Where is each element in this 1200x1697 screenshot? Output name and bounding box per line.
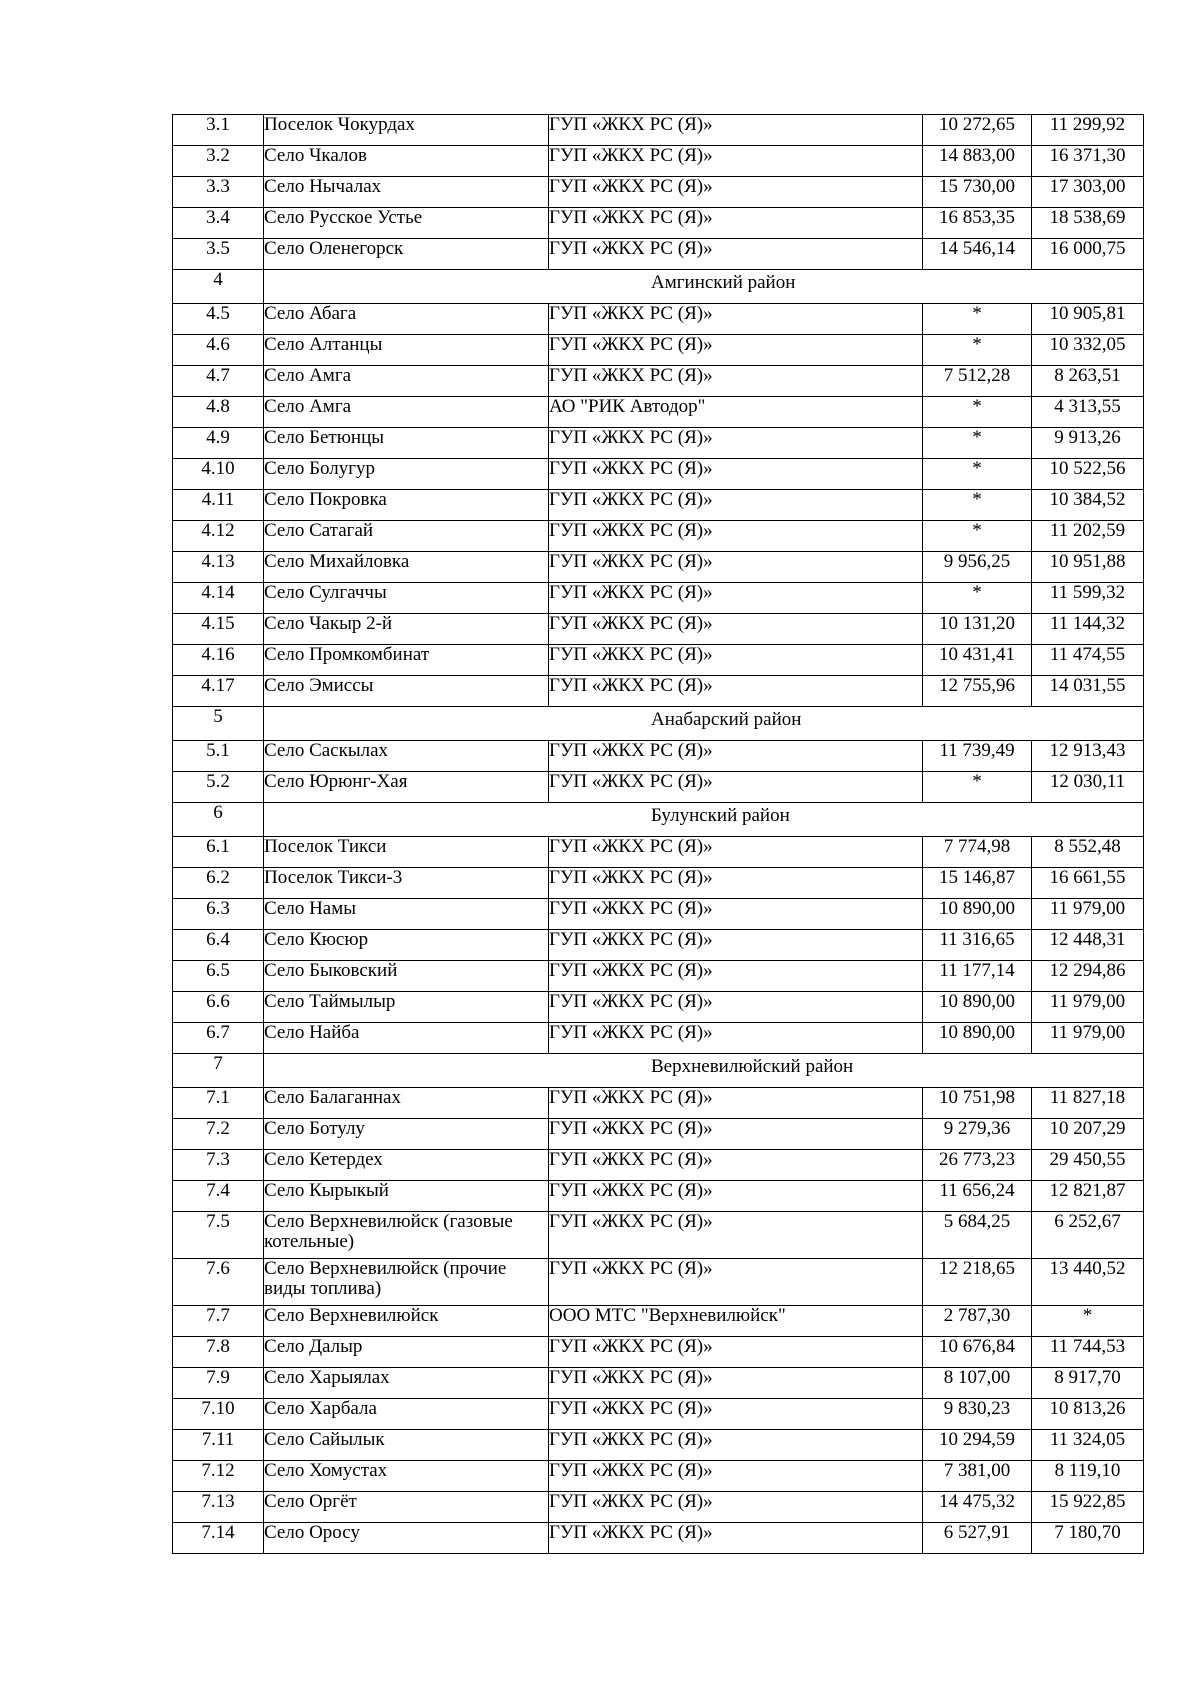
tariff-value-1: 5 684,25	[923, 1212, 1032, 1259]
tariff-value-1: 11 316,65	[923, 930, 1032, 961]
row-number: 7.13	[173, 1492, 264, 1523]
table-row	[173, 115, 1144, 146]
tariff-value-1: *	[923, 583, 1032, 614]
row-number: 7.1	[173, 1088, 264, 1119]
row-number: 4.10	[173, 459, 264, 490]
row-number: 7.7	[173, 1306, 264, 1337]
settlement-name: Село Найба	[264, 1023, 549, 1054]
organization-name: ГУП «ЖКХ РС (Я)»	[549, 772, 923, 803]
tariff-value-1: 10 890,00	[923, 992, 1032, 1023]
row-number: 6.4	[173, 930, 264, 961]
organization-name: ГУП «ЖКХ РС (Я)»	[549, 177, 923, 208]
tariff-value-1: 10 751,98	[923, 1088, 1032, 1119]
tariff-value-2: 11 979,00	[1032, 1023, 1144, 1054]
tariff-value-1: 7 512,28	[923, 366, 1032, 397]
tariff-value-2: 15 922,85	[1032, 1492, 1144, 1523]
tariff-value-2: 16 371,30	[1032, 146, 1144, 177]
tariff-value-2: 16 000,75	[1032, 239, 1144, 270]
tariff-value-2: 10 522,56	[1032, 459, 1144, 490]
organization-name: ГУП «ЖКХ РС (Я)»	[549, 490, 923, 521]
row-number: 6.7	[173, 1023, 264, 1054]
table-row	[173, 335, 1144, 366]
tariff-value-2: 11 979,00	[1032, 899, 1144, 930]
row-number: 6.1	[173, 837, 264, 868]
table-row	[173, 772, 1144, 803]
row-number: 5.2	[173, 772, 264, 803]
organization-name: ГУП «ЖКХ РС (Я)»	[549, 992, 923, 1023]
table-row	[173, 208, 1144, 239]
section-header-row	[173, 1054, 1144, 1088]
table-row	[173, 868, 1144, 899]
tariff-value-2: 14 031,55	[1032, 676, 1144, 707]
settlement-name: Село Быковский	[264, 961, 549, 992]
tariff-value-1: 11 739,49	[923, 741, 1032, 772]
tariff-value-1: 10 272,65	[923, 115, 1032, 146]
table-row	[173, 1430, 1144, 1461]
table-row	[173, 1492, 1144, 1523]
tariff-value-2: 11 979,00	[1032, 992, 1144, 1023]
organization-name: ГУП «ЖКХ РС (Я)»	[549, 1523, 923, 1554]
tariff-value-1: 12 218,65	[923, 1259, 1032, 1306]
table-row	[173, 961, 1144, 992]
tariff-value-1: *	[923, 304, 1032, 335]
row-number: 7.12	[173, 1461, 264, 1492]
row-number: 4.12	[173, 521, 264, 552]
tariff-value-2: 12 821,87	[1032, 1181, 1144, 1212]
settlement-name: Село Оросу	[264, 1523, 549, 1554]
organization-name: ГУП «ЖКХ РС (Я)»	[549, 961, 923, 992]
settlement-name: Село Бетюнцы	[264, 428, 549, 459]
organization-name: ГУП «ЖКХ РС (Я)»	[549, 676, 923, 707]
tariff-value-1: 11 656,24	[923, 1181, 1032, 1212]
tariff-value-2: 11 299,92	[1032, 115, 1144, 146]
row-number: 5.1	[173, 741, 264, 772]
tariff-value-2: 18 538,69	[1032, 208, 1144, 239]
table-row	[173, 1306, 1144, 1337]
tariff-value-1: 10 890,00	[923, 1023, 1032, 1054]
organization-name: ГУП «ЖКХ РС (Я)»	[549, 521, 923, 552]
organization-name: ГУП «ЖКХ РС (Я)»	[549, 1150, 923, 1181]
section-title: Анабарский район	[264, 707, 1144, 741]
section-header-row	[173, 803, 1144, 837]
table-row	[173, 614, 1144, 645]
settlement-name: Село Оргёт	[264, 1492, 549, 1523]
table-row	[173, 583, 1144, 614]
tariff-value-1: 14 546,14	[923, 239, 1032, 270]
tariff-value-2: 12 030,11	[1032, 772, 1144, 803]
organization-name: ГУП «ЖКХ РС (Я)»	[549, 614, 923, 645]
tariff-value-2: 11 324,05	[1032, 1430, 1144, 1461]
table-row	[173, 1119, 1144, 1150]
row-number: 4.11	[173, 490, 264, 521]
row-number: 7.4	[173, 1181, 264, 1212]
tariff-value-2: 4 313,55	[1032, 397, 1144, 428]
row-number: 7.5	[173, 1212, 264, 1259]
table-row	[173, 366, 1144, 397]
tariff-value-1: 10 890,00	[923, 899, 1032, 930]
organization-name: ГУП «ЖКХ РС (Я)»	[549, 868, 923, 899]
settlement-name: Село Алтанцы	[264, 335, 549, 366]
settlement-name: Село Юрюнг-Хая	[264, 772, 549, 803]
organization-name: ГУП «ЖКХ РС (Я)»	[549, 115, 923, 146]
tariff-value-2: 11 744,53	[1032, 1337, 1144, 1368]
section-number: 5	[173, 707, 264, 741]
table-row	[173, 1461, 1144, 1492]
row-number: 7.8	[173, 1337, 264, 1368]
table-row	[173, 837, 1144, 868]
row-number: 7.9	[173, 1368, 264, 1399]
settlement-name: Село Эмиссы	[264, 676, 549, 707]
tariff-value-2: 16 661,55	[1032, 868, 1144, 899]
organization-name: ГУП «ЖКХ РС (Я)»	[549, 1461, 923, 1492]
settlement-name: Село Верхневилюйск (прочие виды топлива)	[264, 1259, 549, 1306]
tariff-value-1: 15 730,00	[923, 177, 1032, 208]
table-row	[173, 1212, 1144, 1259]
tariff-value-1: 11 177,14	[923, 961, 1032, 992]
settlement-name: Село Оленегорск	[264, 239, 549, 270]
tariff-value-2: 29 450,55	[1032, 1150, 1144, 1181]
organization-name: ГУП «ЖКХ РС (Я)»	[549, 1181, 923, 1212]
row-number: 7.6	[173, 1259, 264, 1306]
table-row	[173, 552, 1144, 583]
table-row	[173, 239, 1144, 270]
tariff-value-2: 8 263,51	[1032, 366, 1144, 397]
table-row	[173, 521, 1144, 552]
organization-name: ГУП «ЖКХ РС (Я)»	[549, 1088, 923, 1119]
tariff-value-2: 8 552,48	[1032, 837, 1144, 868]
organization-name: ГУП «ЖКХ РС (Я)»	[549, 837, 923, 868]
table-row	[173, 1259, 1144, 1306]
row-number: 3.2	[173, 146, 264, 177]
section-title: Булунский район	[264, 803, 1144, 837]
organization-name: ГУП «ЖКХ РС (Я)»	[549, 335, 923, 366]
settlement-name: Село Чакыр 2-й	[264, 614, 549, 645]
settlement-name: Село Абага	[264, 304, 549, 335]
settlement-name: Село Чкалов	[264, 146, 549, 177]
settlement-name: Село Верхневилюйск	[264, 1306, 549, 1337]
settlement-name: Поселок Чокурдах	[264, 115, 549, 146]
row-number: 3.3	[173, 177, 264, 208]
organization-name: ООО МТС "Верхневилюйск"	[549, 1306, 923, 1337]
row-number: 4.5	[173, 304, 264, 335]
row-number: 4.8	[173, 397, 264, 428]
tariff-value-2: 10 384,52	[1032, 490, 1144, 521]
organization-name: ГУП «ЖКХ РС (Я)»	[549, 208, 923, 239]
organization-name: ГУП «ЖКХ РС (Я)»	[549, 1119, 923, 1150]
tariff-value-1: 10 676,84	[923, 1337, 1032, 1368]
table-row	[173, 1368, 1144, 1399]
table-row	[173, 1023, 1144, 1054]
settlement-name: Село Покровка	[264, 490, 549, 521]
tariff-value-2: 10 951,88	[1032, 552, 1144, 583]
tariff-value-2: 12 448,31	[1032, 930, 1144, 961]
row-number: 7.11	[173, 1430, 264, 1461]
table-row	[173, 992, 1144, 1023]
section-number: 7	[173, 1054, 264, 1088]
tariff-table	[172, 114, 1144, 1554]
settlement-name: Село Далыр	[264, 1337, 549, 1368]
tariff-value-2: *	[1032, 1306, 1144, 1337]
table-row	[173, 490, 1144, 521]
row-number: 7.14	[173, 1523, 264, 1554]
settlement-name: Село Харбала	[264, 1399, 549, 1430]
settlement-name: Село Верхневилюйск (газовые котельные)	[264, 1212, 549, 1259]
row-number: 6.5	[173, 961, 264, 992]
settlement-name: Село Ботулу	[264, 1119, 549, 1150]
tariff-value-1: 16 853,35	[923, 208, 1032, 239]
organization-name: ГУП «ЖКХ РС (Я)»	[549, 239, 923, 270]
tariff-table-body	[173, 115, 1144, 1554]
settlement-name: Село Амга	[264, 366, 549, 397]
tariff-value-1: 14 475,32	[923, 1492, 1032, 1523]
section-title: Верхневилюйский район	[264, 1054, 1144, 1088]
tariff-value-1: 8 107,00	[923, 1368, 1032, 1399]
organization-name: ГУП «ЖКХ РС (Я)»	[549, 741, 923, 772]
row-number: 3.1	[173, 115, 264, 146]
table-row	[173, 146, 1144, 177]
tariff-value-1: *	[923, 397, 1032, 428]
settlement-name: Село Харыялах	[264, 1368, 549, 1399]
row-number: 4.16	[173, 645, 264, 676]
table-row	[173, 741, 1144, 772]
tariff-value-2: 10 207,29	[1032, 1119, 1144, 1150]
organization-name: ГУП «ЖКХ РС (Я)»	[549, 645, 923, 676]
tariff-value-2: 11 144,32	[1032, 614, 1144, 645]
row-number: 6.3	[173, 899, 264, 930]
organization-name: ГУП «ЖКХ РС (Я)»	[549, 366, 923, 397]
tariff-value-2: 10 905,81	[1032, 304, 1144, 335]
table-row	[173, 1150, 1144, 1181]
table-row	[173, 459, 1144, 490]
tariff-value-1: 10 294,59	[923, 1430, 1032, 1461]
row-number: 4.13	[173, 552, 264, 583]
tariff-value-1: 10 131,20	[923, 614, 1032, 645]
table-row	[173, 397, 1144, 428]
tariff-value-1: 7 381,00	[923, 1461, 1032, 1492]
tariff-value-1: 26 773,23	[923, 1150, 1032, 1181]
row-number: 4.15	[173, 614, 264, 645]
organization-name: ГУП «ЖКХ РС (Я)»	[549, 899, 923, 930]
section-number: 4	[173, 270, 264, 304]
tariff-value-1: *	[923, 772, 1032, 803]
tariff-value-2: 6 252,67	[1032, 1212, 1144, 1259]
organization-name: ГУП «ЖКХ РС (Я)»	[549, 459, 923, 490]
table-row	[173, 1523, 1144, 1554]
row-number: 3.5	[173, 239, 264, 270]
row-number: 4.14	[173, 583, 264, 614]
organization-name: ГУП «ЖКХ РС (Я)»	[549, 1399, 923, 1430]
row-number: 6.6	[173, 992, 264, 1023]
organization-name: ГУП «ЖКХ РС (Я)»	[549, 930, 923, 961]
row-number: 6.2	[173, 868, 264, 899]
organization-name: АО "РИК Автодор"	[549, 397, 923, 428]
organization-name: ГУП «ЖКХ РС (Я)»	[549, 146, 923, 177]
row-number: 4.7	[173, 366, 264, 397]
settlement-name: Село Промкомбинат	[264, 645, 549, 676]
tariff-value-2: 13 440,52	[1032, 1259, 1144, 1306]
table-row	[173, 304, 1144, 335]
tariff-value-1: *	[923, 335, 1032, 366]
row-number: 3.4	[173, 208, 264, 239]
tariff-value-2: 11 202,59	[1032, 521, 1144, 552]
tariff-value-2: 17 303,00	[1032, 177, 1144, 208]
tariff-value-1: *	[923, 490, 1032, 521]
organization-name: ГУП «ЖКХ РС (Я)»	[549, 1023, 923, 1054]
tariff-value-2: 11 474,55	[1032, 645, 1144, 676]
organization-name: ГУП «ЖКХ РС (Я)»	[549, 1259, 923, 1306]
tariff-value-1: *	[923, 428, 1032, 459]
tariff-value-2: 8 917,70	[1032, 1368, 1144, 1399]
row-number: 7.2	[173, 1119, 264, 1150]
table-row	[173, 177, 1144, 208]
settlement-name: Село Михайловка	[264, 552, 549, 583]
organization-name: ГУП «ЖКХ РС (Я)»	[549, 1337, 923, 1368]
table-row	[173, 676, 1144, 707]
tariff-value-1: 12 755,96	[923, 676, 1032, 707]
table-row	[173, 930, 1144, 961]
organization-name: ГУП «ЖКХ РС (Я)»	[549, 583, 923, 614]
settlement-name: Село Хомустах	[264, 1461, 549, 1492]
table-row	[173, 428, 1144, 459]
tariff-value-1: 2 787,30	[923, 1306, 1032, 1337]
tariff-value-1: 14 883,00	[923, 146, 1032, 177]
section-header-row	[173, 707, 1144, 741]
settlement-name: Село Русское Устье	[264, 208, 549, 239]
row-number: 4.6	[173, 335, 264, 366]
settlement-name: Село Болугур	[264, 459, 549, 490]
organization-name: ГУП «ЖКХ РС (Я)»	[549, 552, 923, 583]
tariff-value-1: 9 830,23	[923, 1399, 1032, 1430]
row-number: 7.10	[173, 1399, 264, 1430]
settlement-name: Село Кетердех	[264, 1150, 549, 1181]
tariff-value-1: 9 279,36	[923, 1119, 1032, 1150]
tariff-value-1: 10 431,41	[923, 645, 1032, 676]
tariff-value-2: 8 119,10	[1032, 1461, 1144, 1492]
settlement-name: Село Амга	[264, 397, 549, 428]
tariff-value-1: *	[923, 459, 1032, 490]
tariff-value-1: 7 774,98	[923, 837, 1032, 868]
tariff-value-2: 7 180,70	[1032, 1523, 1144, 1554]
table-row	[173, 1088, 1144, 1119]
organization-name: ГУП «ЖКХ РС (Я)»	[549, 1368, 923, 1399]
row-number: 4.9	[173, 428, 264, 459]
settlement-name: Поселок Тикси	[264, 837, 549, 868]
tariff-value-1: 6 527,91	[923, 1523, 1032, 1554]
tariff-value-1: 9 956,25	[923, 552, 1032, 583]
organization-name: ГУП «ЖКХ РС (Я)»	[549, 1212, 923, 1259]
organization-name: ГУП «ЖКХ РС (Я)»	[549, 428, 923, 459]
tariff-value-2: 9 913,26	[1032, 428, 1144, 459]
organization-name: ГУП «ЖКХ РС (Я)»	[549, 304, 923, 335]
table-row	[173, 899, 1144, 930]
section-title: Амгинский район	[264, 270, 1144, 304]
table-row	[173, 1181, 1144, 1212]
tariff-value-2: 12 294,86	[1032, 961, 1144, 992]
tariff-value-2: 10 813,26	[1032, 1399, 1144, 1430]
settlement-name: Село Сатагай	[264, 521, 549, 552]
table-row	[173, 645, 1144, 676]
table-row	[173, 1337, 1144, 1368]
section-number: 6	[173, 803, 264, 837]
settlement-name: Село Намы	[264, 899, 549, 930]
tariff-value-2: 11 599,32	[1032, 583, 1144, 614]
settlement-name: Село Саскылах	[264, 741, 549, 772]
tariff-value-1: 15 146,87	[923, 868, 1032, 899]
organization-name: ГУП «ЖКХ РС (Я)»	[549, 1492, 923, 1523]
row-number: 7.3	[173, 1150, 264, 1181]
settlement-name: Село Кюсюр	[264, 930, 549, 961]
tariff-value-2: 12 913,43	[1032, 741, 1144, 772]
settlement-name: Село Балаганнах	[264, 1088, 549, 1119]
settlement-name: Село Сулгаччы	[264, 583, 549, 614]
settlement-name: Село Нычалах	[264, 177, 549, 208]
tariff-value-2: 10 332,05	[1032, 335, 1144, 366]
tariff-value-1: *	[923, 521, 1032, 552]
settlement-name: Село Сайылык	[264, 1430, 549, 1461]
settlement-name: Поселок Тикси-3	[264, 868, 549, 899]
section-header-row	[173, 270, 1144, 304]
row-number: 4.17	[173, 676, 264, 707]
table-row	[173, 1399, 1144, 1430]
tariff-value-2: 11 827,18	[1032, 1088, 1144, 1119]
settlement-name: Село Кырыкый	[264, 1181, 549, 1212]
organization-name: ГУП «ЖКХ РС (Я)»	[549, 1430, 923, 1461]
settlement-name: Село Таймылыр	[264, 992, 549, 1023]
